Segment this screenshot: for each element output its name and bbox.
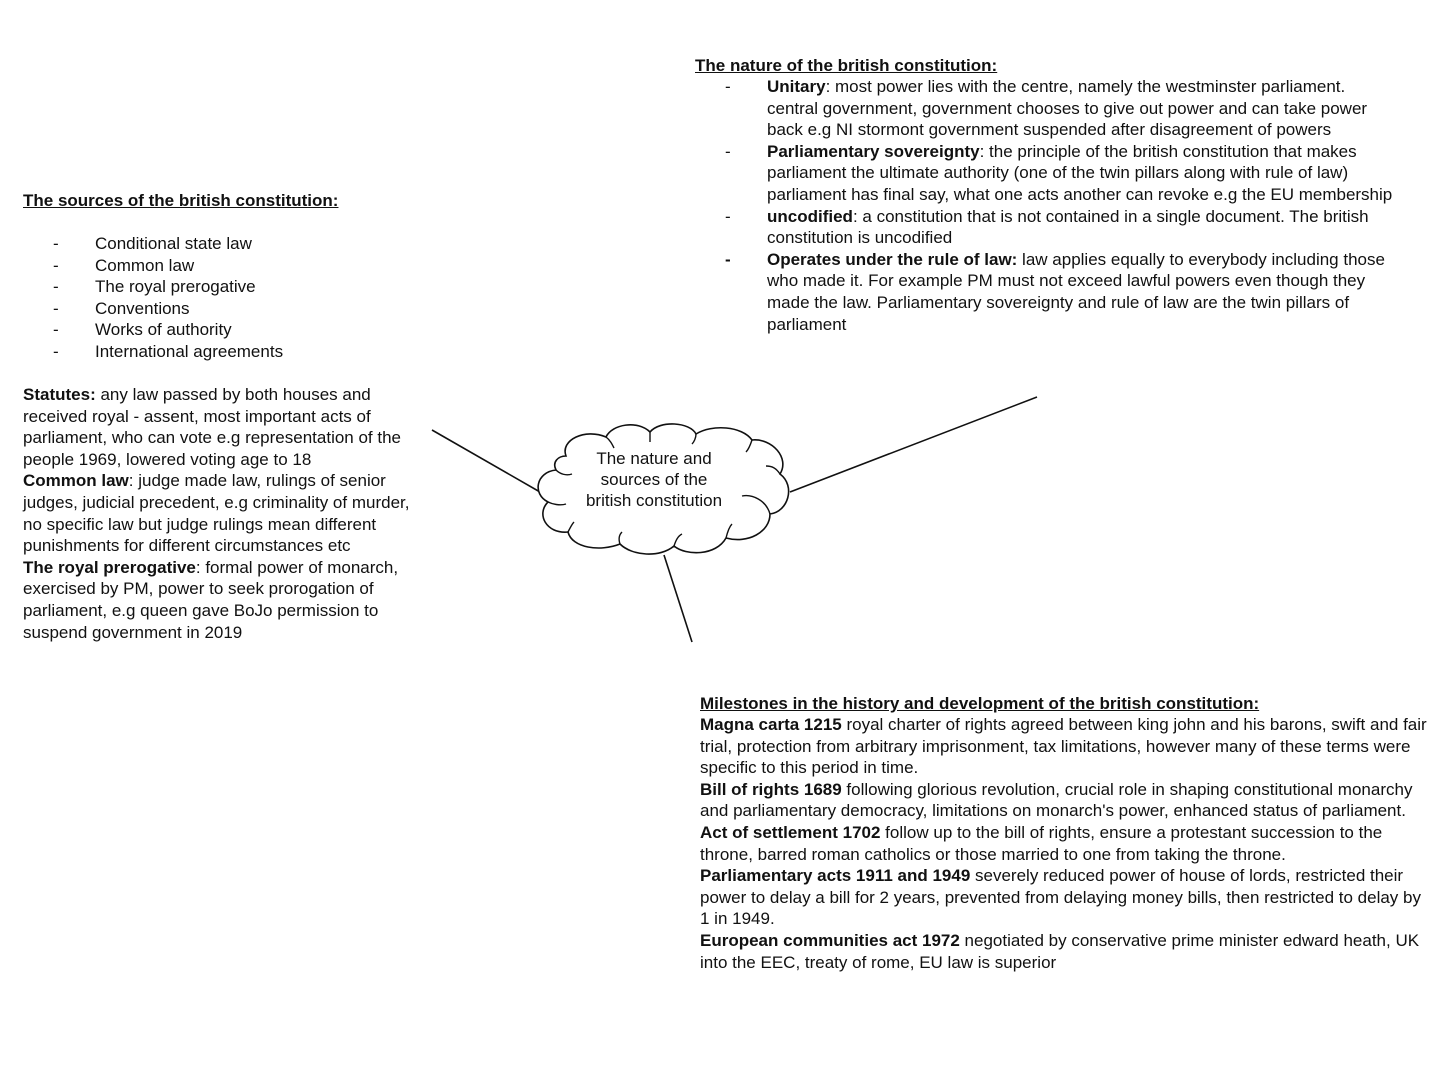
definition-term: The royal prerogative — [23, 557, 196, 577]
definition-text: : judge made law, rulings of senior judges, judicial precedent, e.g criminality of murder, no specific law but judge rulings mean different punishments for different circumstances etc — [23, 471, 410, 556]
definition-term: Operates under the rule of law: — [767, 249, 1018, 269]
list-item-text: Conditional state law — [95, 234, 252, 253]
bullet-dash: - — [725, 206, 731, 226]
milestones-block — [700, 714, 1430, 973]
definition-statutes — [23, 384, 423, 470]
bullet-dash: - — [53, 341, 59, 361]
bullet-dash: - — [725, 77, 731, 96]
nature-list — [695, 76, 1395, 335]
list-item-text: Works of authority — [95, 320, 232, 340]
sources-heading: The sources of the british constitution: — [23, 191, 339, 210]
milestone-term: European communities act 1972 — [700, 930, 960, 950]
definition-term: Unitary — [767, 77, 826, 96]
milestone-item — [700, 714, 1430, 779]
bullet-dash: - — [53, 277, 59, 297]
list-item — [695, 206, 1395, 249]
bullet-dash: - — [53, 234, 59, 253]
list-item — [695, 249, 1395, 335]
bullet-dash: - — [53, 298, 59, 318]
definition-text: : a constitution that is not contained in a single document. The british constitution is uncodified — [767, 206, 1369, 248]
nature-heading: The nature of the british constitution: — [695, 56, 998, 75]
list-item — [23, 255, 283, 277]
milestone-item — [700, 779, 1430, 822]
milestone-text: royal charter of rights agreed between king john and his barons, swift and fair trial, protection from arbitrary imprisonment, tax limitations, however many of these terms were specific to this period in time. — [700, 715, 1427, 778]
bullet-dash: - — [53, 320, 59, 340]
definition-common-law — [23, 470, 423, 556]
milestone-text: following glorious revolution, crucial role in shaping constitutional monarchy and parliamentary democracy, limitations on monarch's power, enhanced status of parliament. — [700, 779, 1413, 821]
definition-term: Statutes: — [23, 385, 96, 404]
sources-detail-block — [23, 384, 423, 643]
list-item — [23, 276, 283, 298]
milestone-term: Parliamentary acts 1911 and 1949 — [700, 866, 971, 886]
list-item-text: International agreements — [95, 341, 284, 361]
definition-text: any law passed by both houses and received royal - assent, most important acts of parliament, who can vote e.g representation of the people 1969, lowered voting age to 18 — [23, 385, 402, 469]
connector-line-sources — [432, 430, 540, 492]
list-item — [23, 319, 283, 341]
list-item — [695, 141, 1395, 206]
definition-text: : the principle of the british constitution that makes parliament the ultimate authority (one of the twin pillars along with rule of law) parliament has final say, what one acts another can revoke e.g the EU membership — [767, 141, 1393, 204]
connector-line-milestones — [664, 555, 692, 642]
definition-term: Parliamentary sovereignty — [767, 141, 980, 161]
list-item — [695, 76, 1395, 141]
milestone-item — [700, 865, 1430, 930]
list-item — [23, 341, 283, 363]
definition-text: : most power lies with the centre, namely the westminster parliament. central government, government chooses to give out power and can take power back e.g NI stormont government suspended after disagreement of powers — [767, 77, 1368, 140]
list-item — [23, 233, 283, 255]
definition-royal-prerogative — [23, 557, 423, 643]
list-item-text: The royal prerogative — [95, 277, 256, 297]
list-item — [23, 298, 283, 320]
connector-line-nature — [790, 397, 1037, 492]
bullet-dash: - — [725, 249, 731, 269]
bullet-dash: - — [53, 255, 59, 275]
milestone-text: negotiated by conservative prime minister edward heath, UK into the EEC, treaty of rome, EU law is superior — [700, 930, 1420, 972]
milestone-text: severely reduced power of house of lords, restricted their power to delay a bill for 2 years, prevented from delaying money bills, then restricted to delay by 1 in 1949. — [700, 866, 1421, 929]
list-item-text: Common law — [95, 255, 195, 275]
milestone-text: follow up to the bill of rights, ensure a protestant succession to the throne, barred roman catholics or those married to one from taking the throne. — [700, 822, 1383, 864]
definition-term: uncodified — [767, 206, 853, 226]
milestone-term: Bill of rights 1689 — [700, 779, 842, 799]
milestone-term: Act of settlement 1702 — [700, 822, 881, 842]
milestone-item — [700, 930, 1430, 973]
list-item-text: Conventions — [95, 298, 190, 318]
center-node-label: The nature and sources of the british constitution — [585, 449, 723, 510]
milestone-term: Magna carta 1215 — [700, 715, 842, 734]
milestone-item — [700, 822, 1430, 865]
definition-text: : formal power of monarch, exercised by PM, power to seek prorogation of parliament, e.g queen gave BoJo permission to suspend government in 2019 — [23, 557, 399, 642]
milestones-heading: Milestones in the history and development of the british constitution: — [700, 694, 1260, 713]
definition-text: law applies equally to everybody including those who made it. For example PM must not exceed lawful powers even though they made the law. Parliamentary sovereignty and rule of law are the twin pillars of parliament — [767, 249, 1385, 334]
bullet-dash: - — [725, 141, 731, 161]
definition-term: Common law — [23, 471, 129, 491]
sources-list — [23, 233, 283, 363]
